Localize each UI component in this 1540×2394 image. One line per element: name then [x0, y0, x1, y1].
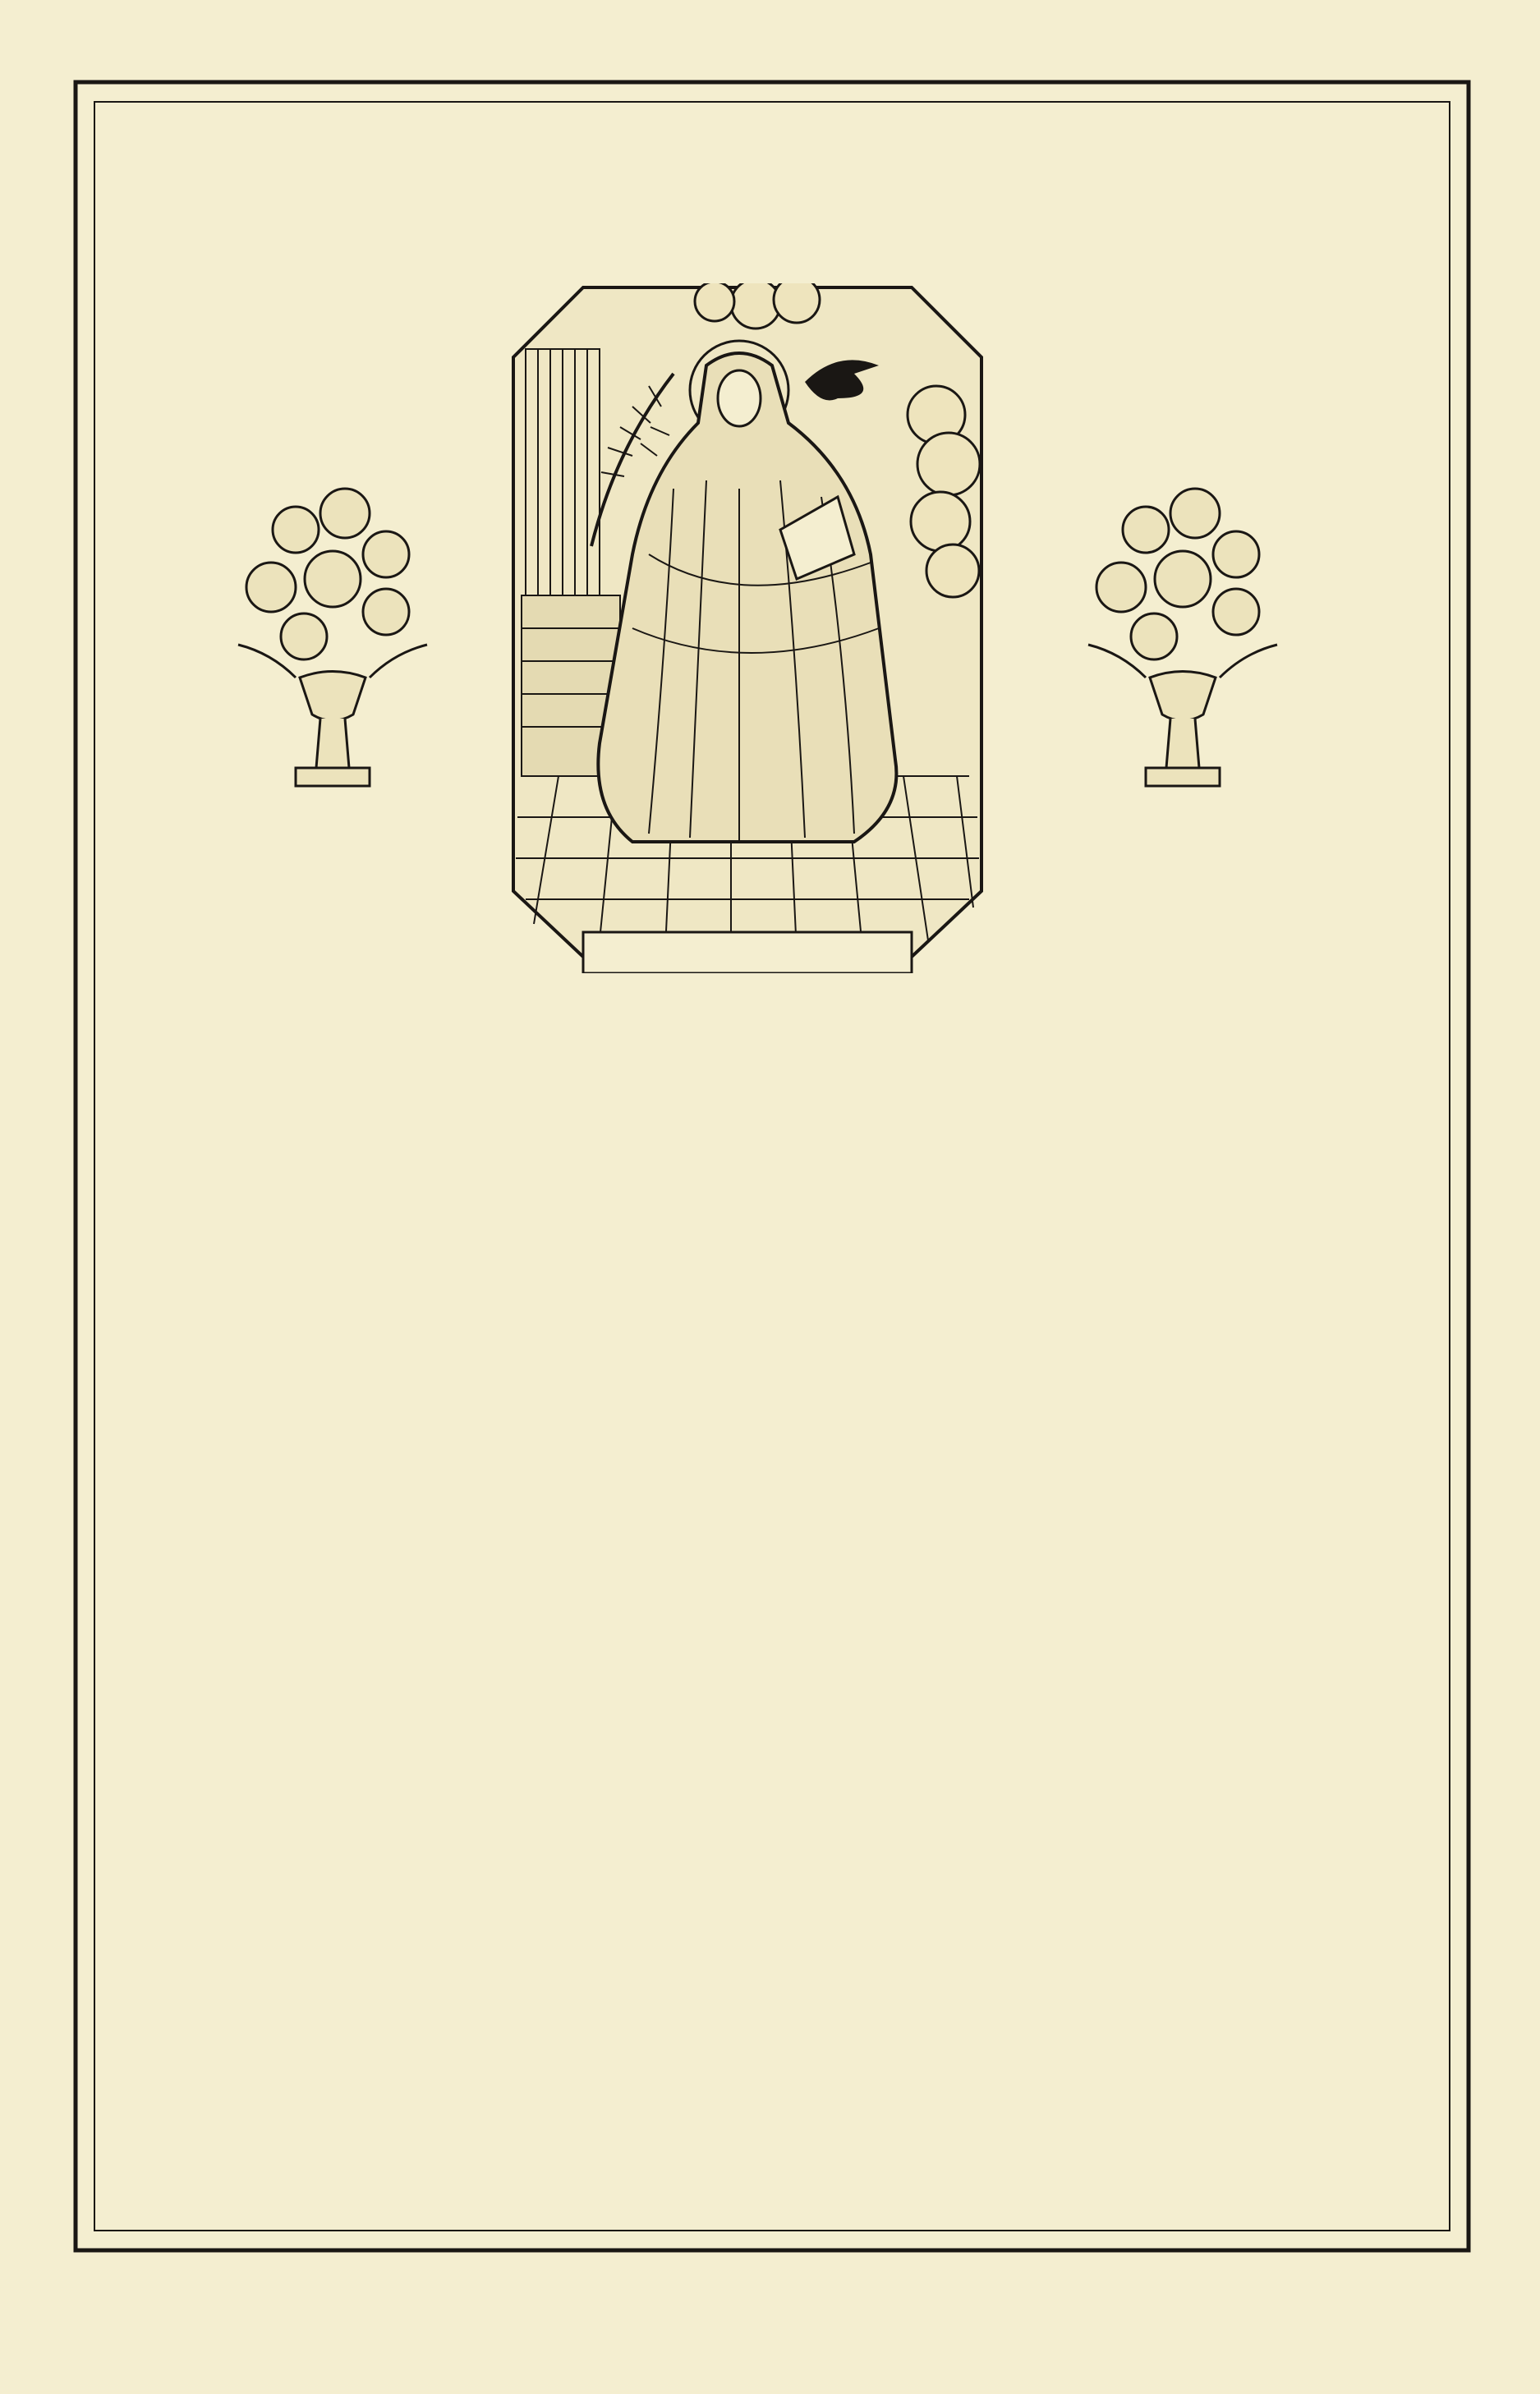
- central-bird-ornament: [694, 995, 825, 2055]
- right-flower-vase: [1072, 480, 1294, 809]
- saint-teresa-engraving: [509, 283, 986, 973]
- left-flower-vase: [222, 480, 444, 809]
